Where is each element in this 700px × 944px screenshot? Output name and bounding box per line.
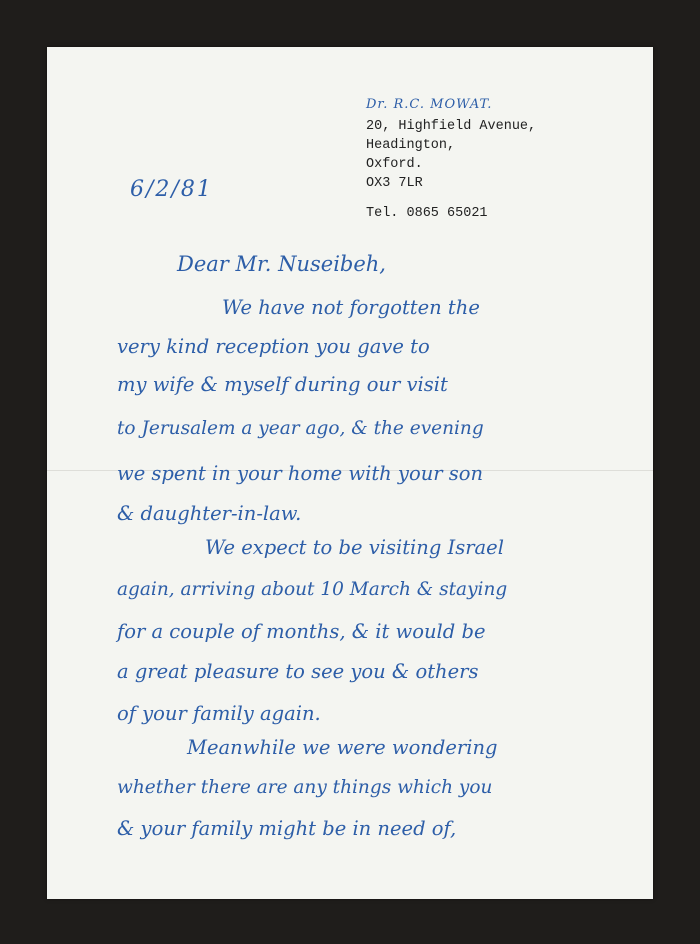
letter-line-8: again, arriving about 10 March & staying bbox=[117, 579, 508, 600]
letter-salutation: Dear Mr. Nuseibeh, bbox=[177, 252, 386, 276]
letterhead-name: Dr. R.C. MOWAT. bbox=[366, 97, 493, 112]
letter-line-11: of your family again. bbox=[117, 702, 321, 725]
letter-line-2: very kind reception you gave to bbox=[117, 335, 430, 358]
letter-line-10: a great pleasure to see you & others bbox=[117, 660, 479, 683]
letterhead-address-line-1: 20, Highfield Avenue, bbox=[366, 119, 537, 134]
letter-line-1: We have not forgotten the bbox=[222, 296, 480, 319]
letter-line-5: we spent in your home with your son bbox=[117, 462, 484, 485]
letterhead-address-line-4: OX3 7LR bbox=[366, 176, 423, 191]
letter-line-13: whether there are any things which you bbox=[117, 777, 493, 798]
letter-date: 6/2/81 bbox=[130, 177, 213, 202]
letter-line-7: We expect to be visiting Israel bbox=[205, 536, 504, 559]
letter-line-9: for a couple of months, & it would be bbox=[117, 620, 486, 643]
letter-line-3: my wife & myself during our visit bbox=[117, 373, 448, 396]
letter-line-14: & your family might be in need of, bbox=[117, 817, 457, 840]
letter-line-6: & daughter-in-law. bbox=[117, 502, 302, 525]
letterhead-telephone: Tel. 0865 65021 bbox=[366, 206, 488, 221]
letter-line-12: Meanwhile we were wondering bbox=[187, 736, 498, 759]
letterhead-address-line-3: Oxford. bbox=[366, 157, 423, 172]
letterhead-address-line-2: Headington, bbox=[366, 138, 456, 153]
letter-line-4: to Jerusalem a year ago, & the evening bbox=[117, 418, 484, 439]
letter-page bbox=[47, 47, 653, 899]
